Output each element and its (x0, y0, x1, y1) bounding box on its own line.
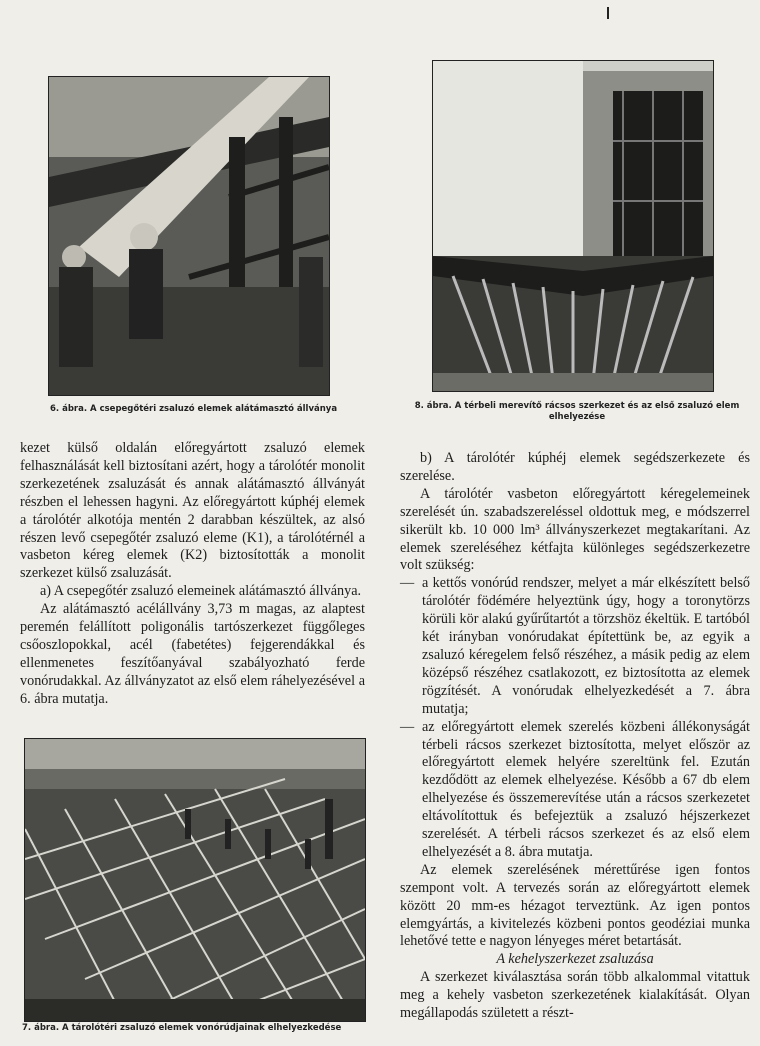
dash-mark: — (400, 718, 415, 735)
right-paragraph-3: Az elemek szerelésének mérettűrése igen fontos szempont volt. A tervezés során az előregyártott elemek között 20 mm-es hézagot terveztünk. Az igen pontos elemgyártás, a kivitelezés közbeni pontos geodéziai munka lehetővé tette e nagyon lényeges méret betartását. (400, 861, 750, 950)
right-paragraph-1: b) A tárolótér kúphéj elemek segédszerkezete és szerelése. (400, 450, 750, 484)
figure-7-photo (24, 738, 366, 1022)
figure-8-photo (432, 60, 714, 392)
right-paragraph-2: A tárolótér vasbeton előregyártott kéregelemeinek szerelését ún. szabadszereléssel oldottuk meg, e módszerrel sikerült kb. 10 000 lm³ állványszerkezet megtakarítani. Az elemek szereléséhez kétfajta különleges segédszerkezetre volt szükség: (400, 485, 750, 574)
section-heading: A kehelyszerkezet zsaluzása (496, 951, 654, 968)
figure-6-photo (48, 76, 330, 396)
right-list-item-2-text: az előregyártott elemek szerelés közbeni állékonyságát térbeli rácsos szerkezet biztosította, melyet először az előregyártott elemek helyére szereltünk fel. Ezután kezdődött az elemek elhelyezése. Később a 67 db elem elhelyezése és összemerevítése után a rácsos szerkezetet eltávolítottuk és befejeztük a zsaluzó héjszerkezet szerelését. A térbeli rácsos szerkezet és az első elem elhelyezését a 8. ábra mutatja. (422, 718, 750, 860)
figure-6-caption: 6. ábra. A csepegőtéri zsaluzó elemek alátámasztó állványa (50, 404, 338, 414)
left-paragraph-3: Az alátámasztó acélállvány 3,73 m magas, az alaptest peremén felállított poligonális tartószerkezet függőleges csőoszlopokkal, acél (fabetétes) fejgerendákkal és ellenmenetes feszítőanyával szabályozható ferde vonórudakkal. Az állványzatot az első elem ráhelyezésével a 6. ábra mutatja. (20, 601, 365, 707)
right-list-item-1 (400, 575, 750, 718)
left-paragraph-2: a) A csepegőtér zsaluzó elemeinek alátámasztó állványa. (40, 583, 362, 600)
page-mark (607, 7, 609, 19)
right-list-item-2 (400, 719, 750, 862)
left-paragraph-1: kezet külső oldalán előregyártott zsaluzó elemek felhasználását kell biztosítani azért, hogy a tárolótér monolit szerkezetének zsaluzását és annak alátámasztó állványát részben el lehessen hagyni. Az előregyártott kúphéj elemek a tárolótér alkotója mentén 2 darabban készültek, az alsó részen levő csepegőtér zsaluzó eleme (K1), a tárolótérnél a vasbeton kéreg elemek (K2) biztosították a monolit szerkezet külső zsaluzását. (20, 440, 365, 582)
left-column (20, 440, 365, 709)
figure-7-caption: 7. ábra. A tárolótéri zsaluzó elemek vonórúdjainak elhelyezkedése (22, 1023, 342, 1033)
right-column (400, 450, 750, 1023)
dash-mark: — (400, 575, 415, 592)
right-list-item-1-text: a kettős vonórúd rendszer, melyet a már elkészített belső tárolótér födémére helyeztünk úgy, hogy a toronytörzs körüli kör alakú gyűrűtartót a törzshöz ékeltük. E tartóból két irányban vonórudakat építettünk be, az egyik a zsaluzó kéregelem felső részéhez, a másik pedig az elem középső részéhez csatlakozott, ez biztosította az elemek rögzítését. A vonórudak elhelyezkedését a 7. ábra mutatja; (422, 575, 750, 717)
figure-8-caption: 8. ábra. A térbeli merevítő rácsos szerkezet és az első zsaluzó elem elhelyezése (414, 401, 740, 422)
right-paragraph-4: A szerkezet kiválasztása során több alkalommal vitattuk meg a kehely vasbeton szerkezetének kialakítását. Olyan megállapodás született a részt- (400, 969, 750, 1022)
